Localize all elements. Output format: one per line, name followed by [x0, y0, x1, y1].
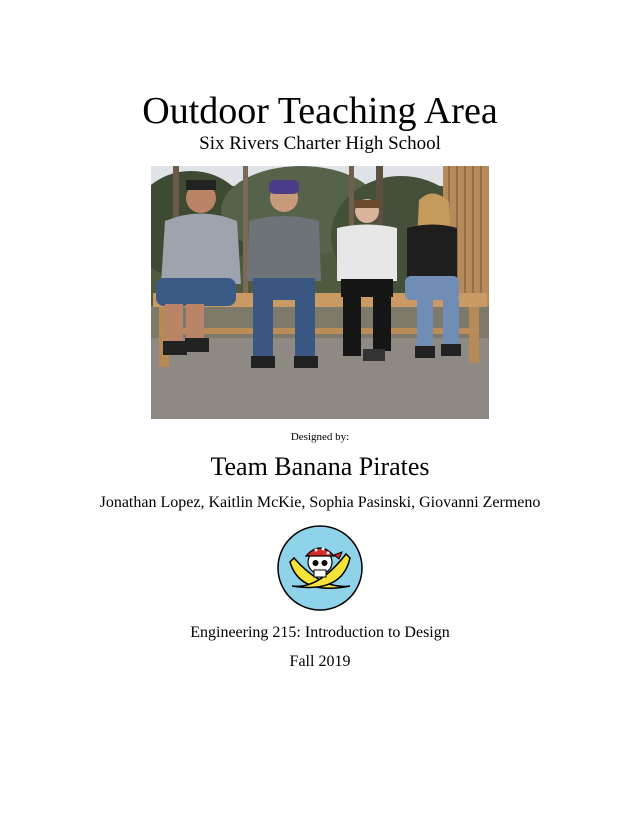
page-title: Outdoor Teaching Area — [142, 90, 498, 132]
banana-pirate-logo-icon — [276, 524, 364, 612]
designed-by-label: Designed by: — [290, 431, 350, 443]
school-name: Six Rivers Charter High School — [199, 133, 441, 154]
term: Fall 2019 — [289, 653, 351, 670]
team-members: Jonathan Lopez, Kaitlin McKie, Sophia Pasinski, Giovanni Zermeno — [99, 494, 541, 511]
team-name: Team Banana Pirates — [210, 452, 430, 481]
team-photo — [151, 166, 489, 419]
course-name: Engineering 215: Introduction to Design — [190, 624, 450, 641]
